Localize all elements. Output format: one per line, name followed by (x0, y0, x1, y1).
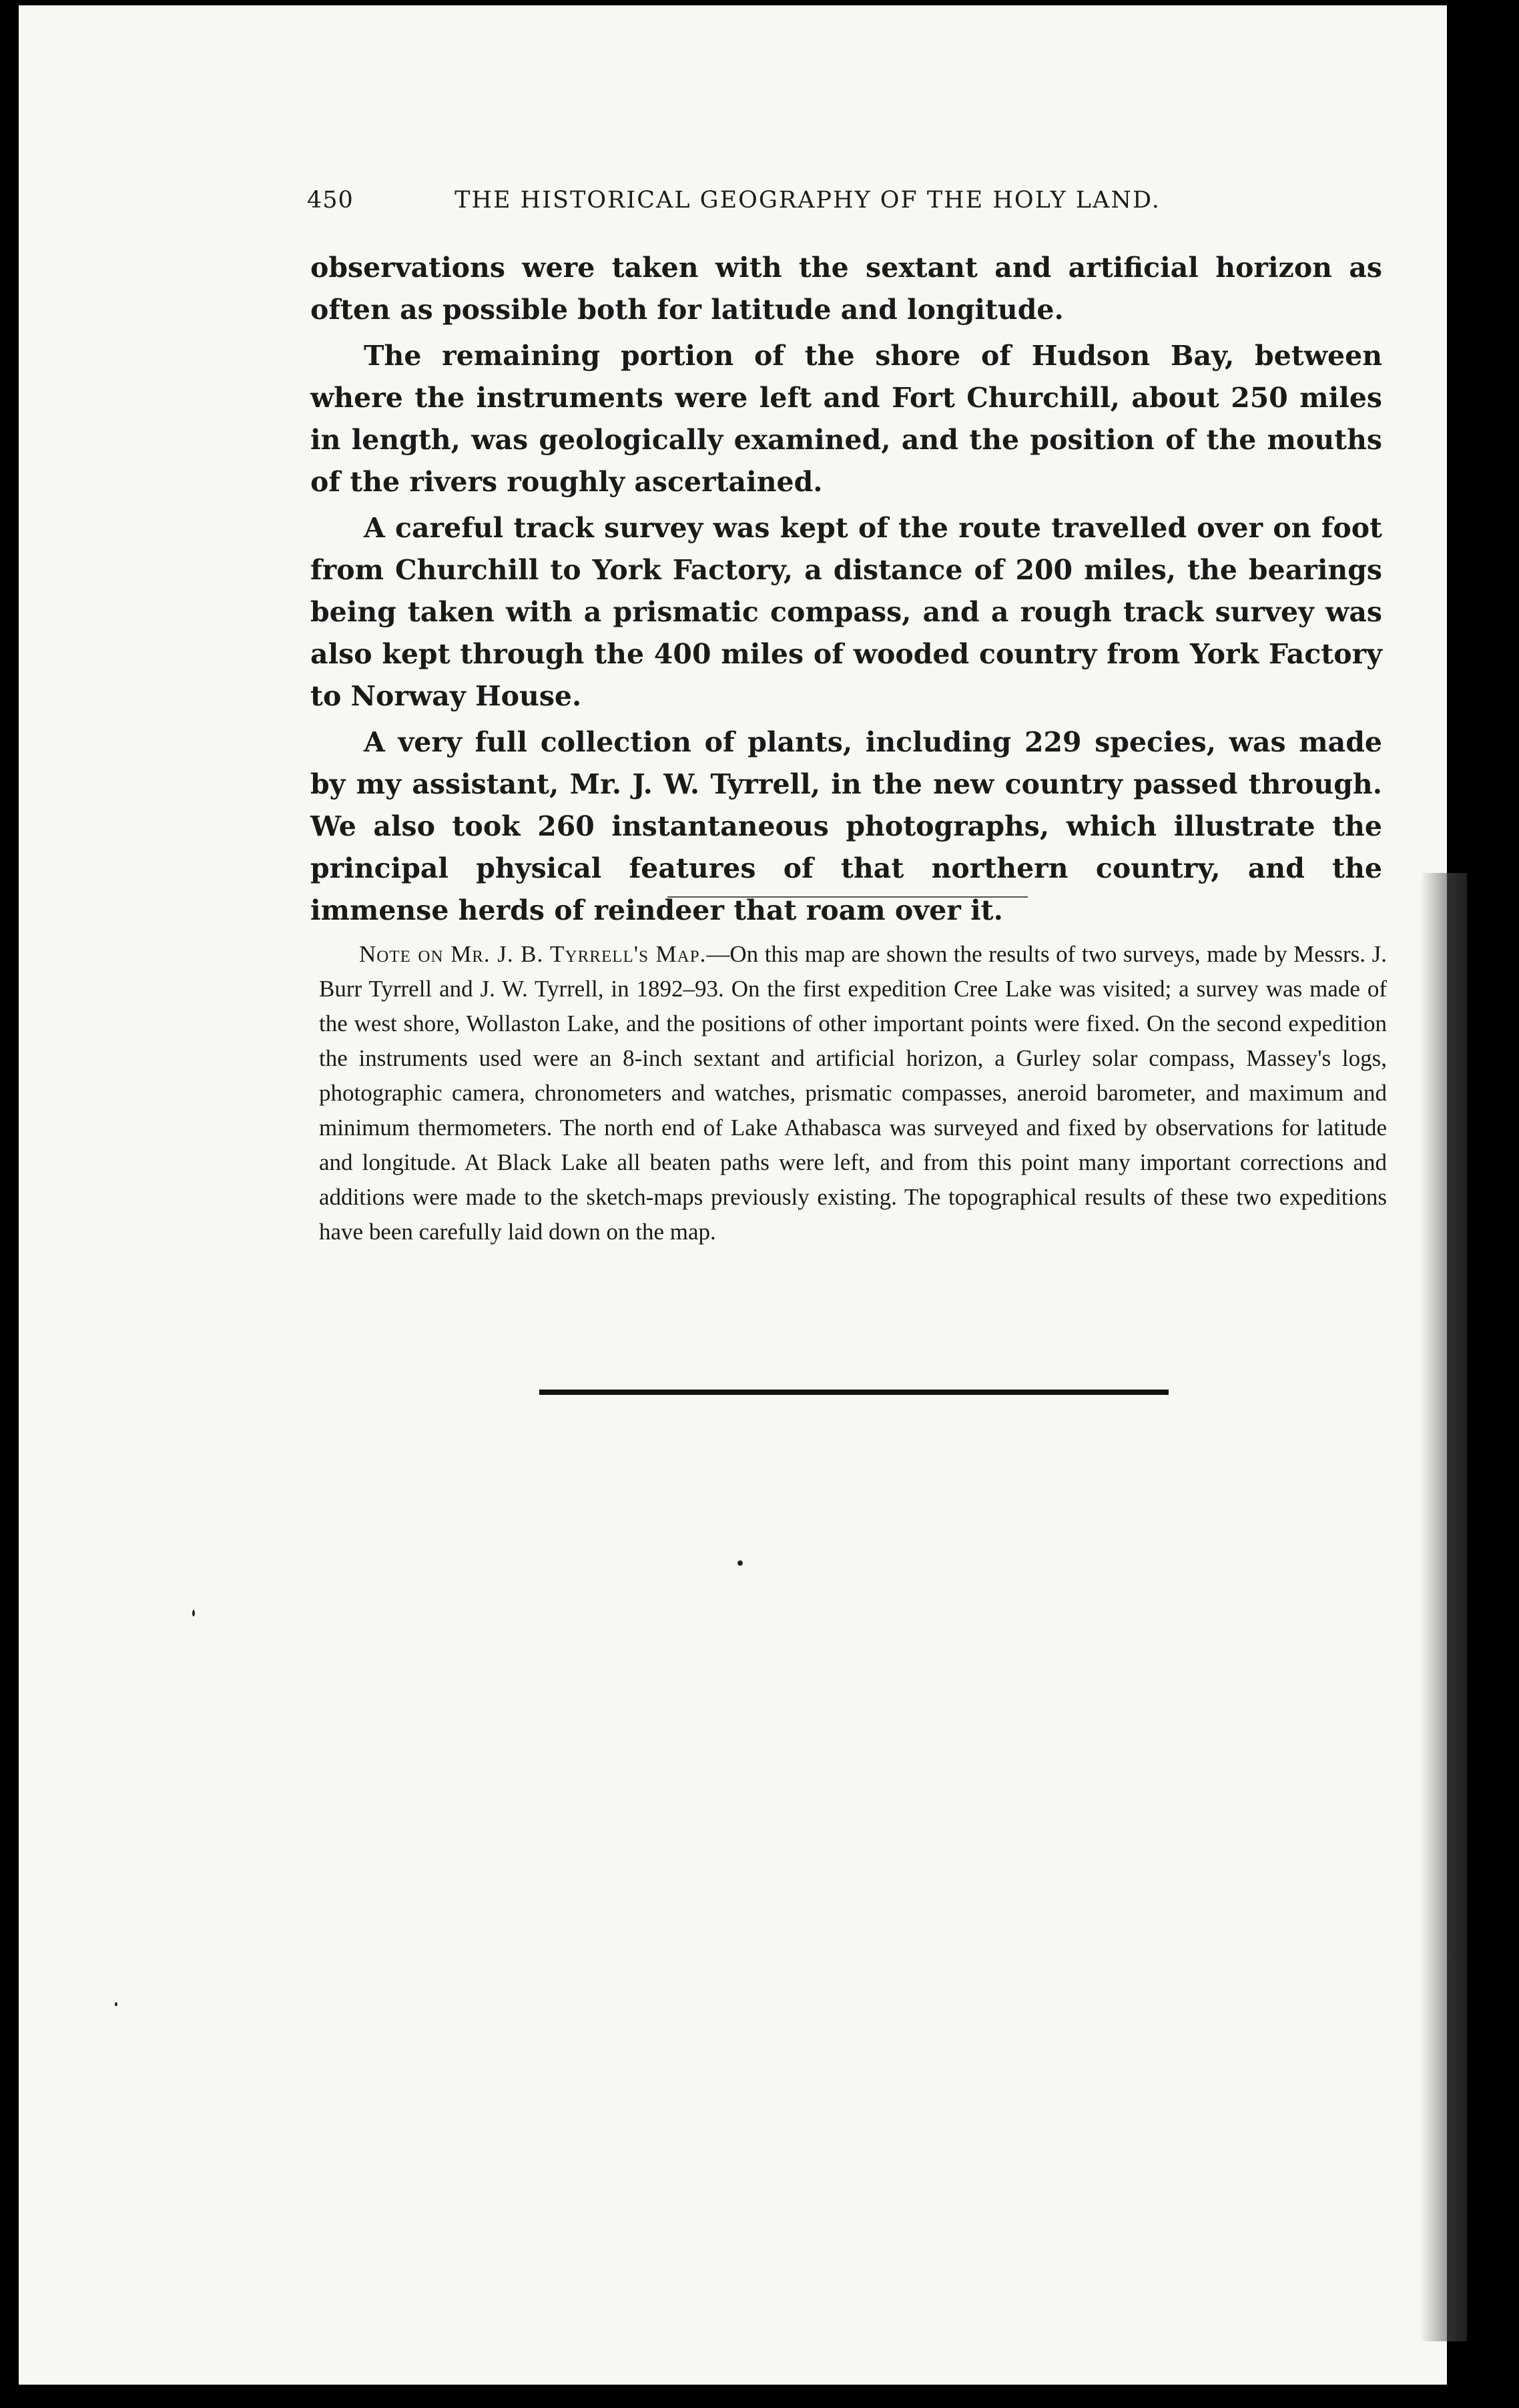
paper-speck (737, 1560, 743, 1566)
body-text (310, 247, 1382, 932)
running-head (307, 187, 1208, 227)
page-edge-shadow (1420, 873, 1467, 2341)
note-paragraph (319, 937, 1387, 1249)
note-heading: Note on Mr. J. B. Tyrrell's Map. (359, 941, 707, 967)
section-separator (667, 896, 1028, 898)
paper-speck (192, 1610, 195, 1616)
paper-speck (115, 2002, 117, 2006)
paragraph: observations were taken with the sextant and artificial horizon as often as possible both for latitude and longitude. (310, 252, 1382, 326)
running-title: THE HISTORICAL GEOGRAPHY OF THE HOLY LAND. (454, 187, 1161, 214)
paragraph: The remaining portion of the shore of Hudson Bay, between where the instruments were left and Fort Churchill, about 250 miles in length, was geologically examined, and the position of the mouths of the rivers roughly ascertained. (310, 340, 1382, 498)
end-rule (539, 1390, 1169, 1395)
map-note (319, 937, 1387, 1249)
note-text: —On this map are shown the results of two surveys, made by Messrs. J. Burr Tyrrell and J. W. Tyrrell, in 1892–93. On the first expedition Cree Lake was visited; a survey was made of the west shore, Wollaston Lake, and the positions of other important points were fixed. On the second expedition the instruments used were an 8-inch sextant and artificial horizon, a Gurley solar compass, Massey's logs, photographic camera, chronometers and watches, prismatic compasses, aneroid barometer, and maximum and minimum thermometers. The north end of Lake Athabasca was surveyed and fixed by observations for latitude and longitude. At Black Lake all beaten paths were left, and from this point many important corrections and additions were made to the sketch-maps previously existing. The topographical results of these two expeditions have been carefully laid down on the map. (319, 941, 1387, 1245)
page-number: 450 (307, 187, 354, 214)
paragraph: A careful track survey was kept of the route travelled over on foot from Churchill to York Factory, a distance of 200 miles, the bearings being taken with a prismatic compass, and a rough track survey was also kept through the 400 miles of wooded country from York Factory to Norway House. (310, 512, 1382, 712)
paragraph: A very full collection of plants, including 229 species, was made by my assistant, Mr. J. W. Tyrrell, in the new country passed through. We also took 260 instantaneous photographs, which illustrate the principal physical features of that northern country, and the immense herds of reindeer that roam over it. (310, 726, 1382, 926)
